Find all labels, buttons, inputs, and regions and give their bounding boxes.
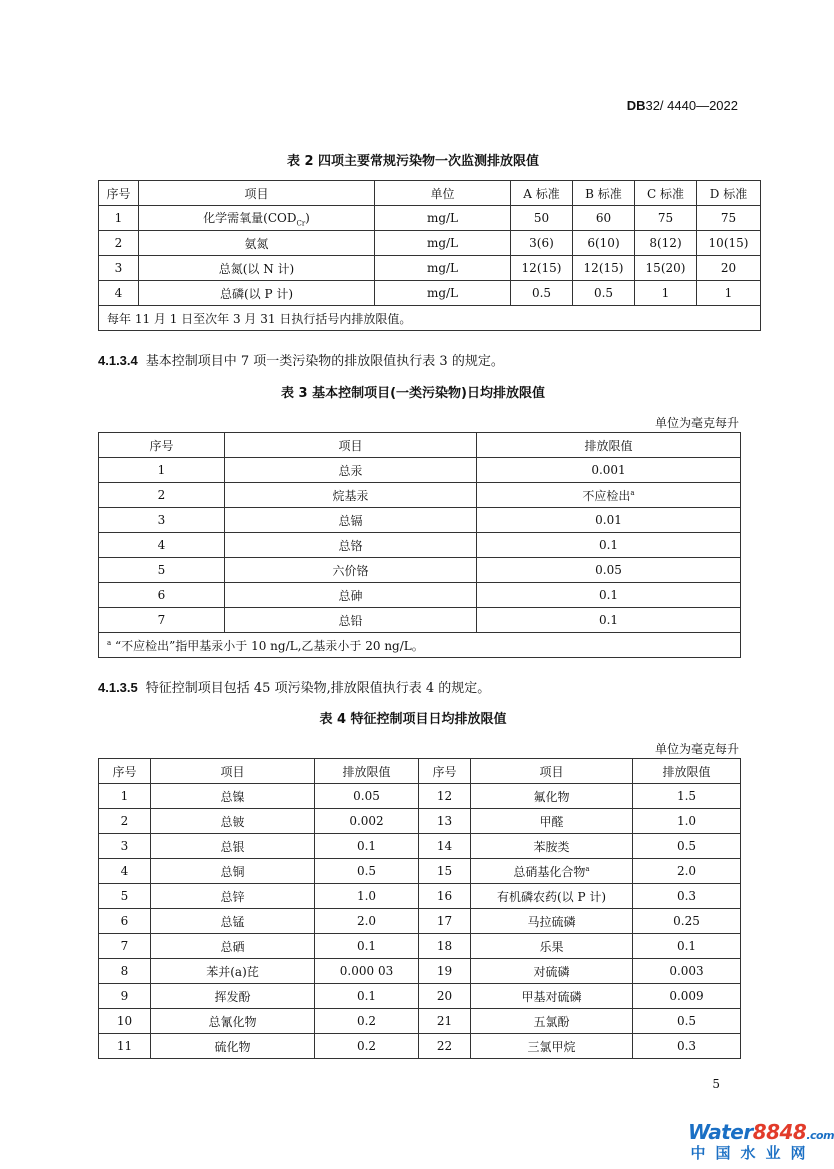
table-cell: 2.0	[633, 859, 741, 884]
table-cell: 20	[419, 984, 471, 1009]
table-cell: 8	[99, 959, 151, 984]
table-cell: 甲基对硫磷	[471, 984, 633, 1009]
table-cell: 0.1	[477, 608, 741, 633]
table-cell: 0.5	[315, 859, 419, 884]
table-cell: 0.5	[511, 281, 573, 306]
logo-subtitle: 中国水业网	[690, 1144, 816, 1162]
table-cell: 0.5	[633, 1009, 741, 1034]
table-row	[99, 959, 741, 984]
page-number: 5	[712, 1077, 720, 1091]
table-cell: 0.5	[633, 834, 741, 859]
table-cell: 马拉硫磷	[471, 909, 633, 934]
header-cell: D 标准	[697, 181, 761, 206]
table-cell: 0.2	[315, 1009, 419, 1034]
table-cell: 氨氮	[139, 231, 375, 256]
limit-value: 不应检出	[582, 488, 631, 503]
table-row	[99, 558, 741, 583]
table-cell: 8(12)	[635, 231, 697, 256]
header-cell: C 标准	[635, 181, 697, 206]
section-number: 4.1.3.5	[98, 680, 138, 695]
table-cell: 0.1	[477, 533, 741, 558]
table-cell: 总氮(以 N 计)	[139, 256, 375, 281]
table-cell: 总锰	[151, 909, 315, 934]
header-cell: 序号	[99, 759, 151, 784]
table-cell: 20	[697, 256, 761, 281]
footnote-mark: a	[630, 488, 635, 497]
table-cell: 总汞	[225, 458, 477, 483]
table-cell: 总锌	[151, 884, 315, 909]
table-cell: mg/L	[375, 281, 511, 306]
table-row	[99, 859, 741, 884]
logo-domain: .com	[806, 1129, 834, 1142]
table-note-row	[99, 306, 761, 331]
table-cell: 10	[99, 1009, 151, 1034]
table-cell: 0.05	[315, 784, 419, 809]
table2-header-row	[99, 181, 761, 206]
table-cell: 4	[99, 533, 225, 558]
table-cell: 总镍	[151, 784, 315, 809]
table-row	[99, 231, 761, 256]
header-cell: 排放限值	[477, 433, 741, 458]
table-note-row	[99, 633, 741, 658]
table-cell: 0.003	[633, 959, 741, 984]
table4-unit: 单位为毫克每升	[654, 742, 739, 756]
section-4135	[98, 677, 490, 696]
table-row	[99, 608, 741, 633]
table-cell: 五氯酚	[471, 1009, 633, 1034]
table-row	[99, 483, 741, 508]
table-cell: 3	[99, 256, 139, 281]
table-row	[99, 281, 761, 306]
table-cell: 1	[99, 784, 151, 809]
table-cell: 22	[419, 1034, 471, 1059]
table-row	[99, 256, 761, 281]
table4-header-row	[99, 759, 741, 784]
table-cell: 总铍	[151, 809, 315, 834]
table-cell: 挥发酚	[151, 984, 315, 1009]
table-cell: 0.3	[633, 1034, 741, 1059]
table-cell: 0.1	[633, 934, 741, 959]
table3	[98, 432, 741, 658]
table-cell: 总砷	[225, 583, 477, 608]
table-cell: 75	[635, 206, 697, 231]
cod-label: 化学需氧量(COD	[203, 210, 297, 225]
table-cell: 13	[419, 809, 471, 834]
table-cell: 4	[99, 859, 151, 884]
table-row	[99, 784, 741, 809]
table-cell: 12	[419, 784, 471, 809]
table-row	[99, 458, 741, 483]
header-cell: 单位	[375, 181, 511, 206]
section-text: 特征控制项目包括 45 项污染物,排放限值执行表 4 的规定。	[145, 681, 491, 696]
table-cell: 19	[419, 959, 471, 984]
header-cell: 项目	[139, 181, 375, 206]
table-row	[99, 508, 741, 533]
header-cell: 序号	[419, 759, 471, 784]
table-row	[99, 1034, 741, 1059]
table-cell: 总铅	[225, 608, 477, 633]
table2	[98, 180, 761, 331]
table-cell: 0.05	[477, 558, 741, 583]
section-text: 基本控制项目中 7 项一类污染物的排放限值执行表 3 的规定。	[145, 354, 504, 369]
table-cell: 3	[99, 508, 225, 533]
header-cell: 项目	[151, 759, 315, 784]
table-cell: 总氰化物	[151, 1009, 315, 1034]
table-row	[99, 533, 741, 558]
table-cell: 60	[573, 206, 635, 231]
table-cell: 2.0	[315, 909, 419, 934]
table-cell: 0.002	[315, 809, 419, 834]
table-row	[99, 834, 741, 859]
table-row	[99, 909, 741, 934]
table-cell: 六价铬	[225, 558, 477, 583]
table-cell: 1.0	[315, 884, 419, 909]
table-cell: 2	[99, 483, 225, 508]
header-cell: 项目	[225, 433, 477, 458]
table-cell: 硫化物	[151, 1034, 315, 1059]
table-cell: 总银	[151, 834, 315, 859]
table-cell: 1.5	[633, 784, 741, 809]
table-cell: 75	[697, 206, 761, 231]
logo-main: Water	[688, 1120, 753, 1144]
header-cell: A 标准	[511, 181, 573, 206]
table-row	[99, 809, 741, 834]
table-cell: 7	[99, 934, 151, 959]
table-cell: 7	[99, 608, 225, 633]
table-cell: 6	[99, 909, 151, 934]
table-cell: 0.1	[315, 934, 419, 959]
table-cell	[477, 483, 741, 508]
table-cell: 1.0	[633, 809, 741, 834]
table-cell: 16	[419, 884, 471, 909]
table-cell: 0.2	[315, 1034, 419, 1059]
table-cell: 5	[99, 884, 151, 909]
table-cell: mg/L	[375, 231, 511, 256]
table-cell: 12(15)	[511, 256, 573, 281]
table3-header-row	[99, 433, 741, 458]
table2-note: 每年 11 月 1 日至次年 3 月 31 日执行括号内排放限值。	[99, 306, 761, 331]
document-code: DB32/ 4440—2022	[626, 98, 738, 113]
logo-number: 8848	[752, 1120, 807, 1144]
table-cell: 0.5	[573, 281, 635, 306]
table-cell: 2	[99, 809, 151, 834]
table-cell: 0.1	[315, 834, 419, 859]
table-cell: 3(6)	[511, 231, 573, 256]
table4-caption: 表 4 特征控制项目日均排放限值	[319, 712, 507, 727]
table-cell: 0.1	[315, 984, 419, 1009]
table-cell: 1	[99, 206, 139, 231]
water8848-logo[interactable]	[688, 1120, 834, 1163]
table-cell: 氟化物	[471, 784, 633, 809]
table-cell: 总铬	[225, 533, 477, 558]
header-cell: 序号	[99, 181, 139, 206]
table2-caption: 表 2 四项主要常规污染物一次监测排放限值	[286, 154, 540, 169]
table-cell: 总铜	[151, 859, 315, 884]
table-cell: 1	[697, 281, 761, 306]
table4	[98, 758, 741, 1059]
table-cell: 50	[511, 206, 573, 231]
table-cell: 2	[99, 231, 139, 256]
table-cell: 总硒	[151, 934, 315, 959]
table-cell: 苯并(a)芘	[151, 959, 315, 984]
table-cell: 11	[99, 1034, 151, 1059]
table-cell: mg/L	[375, 256, 511, 281]
table-cell: 苯胺类	[471, 834, 633, 859]
section-4134	[98, 350, 504, 369]
table-cell: 乐果	[471, 934, 633, 959]
table-cell	[471, 859, 633, 884]
table-cell: 21	[419, 1009, 471, 1034]
table-cell: 1	[635, 281, 697, 306]
cod-close: )	[305, 210, 310, 225]
table-cell: 三氯甲烷	[471, 1034, 633, 1059]
header-cell: 排放限值	[633, 759, 741, 784]
table-row	[99, 583, 741, 608]
table-row	[99, 934, 741, 959]
table-cell: 5	[99, 558, 225, 583]
footnote-mark: a	[585, 864, 590, 873]
table-cell: 0.001	[477, 458, 741, 483]
table-row	[99, 884, 741, 909]
table-cell	[139, 206, 375, 231]
item-name: 总硝基化合物	[513, 864, 586, 879]
table-cell: 0.01	[477, 508, 741, 533]
table-cell: 甲醛	[471, 809, 633, 834]
table-cell: 15(20)	[635, 256, 697, 281]
table3-caption: 表 3 基本控制项目(一类污染物)日均排放限值	[281, 386, 545, 401]
note-text: “不应检出”指甲基汞小于 10 ng/L,乙基汞小于 20 ng/L。	[115, 638, 424, 653]
table-cell: 17	[419, 909, 471, 934]
table-cell: 9	[99, 984, 151, 1009]
table-cell: 18	[419, 934, 471, 959]
header-cell: 项目	[471, 759, 633, 784]
table-cell: 15	[419, 859, 471, 884]
table-cell: 6	[99, 583, 225, 608]
table-cell: 6(10)	[573, 231, 635, 256]
cod-subscript: Cr	[296, 219, 306, 228]
table-cell: 总镉	[225, 508, 477, 533]
table-cell: 总磷(以 P 计)	[139, 281, 375, 306]
table-cell: 3	[99, 834, 151, 859]
header-cell: B 标准	[573, 181, 635, 206]
table-cell: 10(15)	[697, 231, 761, 256]
table-row	[99, 1009, 741, 1034]
header-cell: 序号	[99, 433, 225, 458]
table-cell: mg/L	[375, 206, 511, 231]
section-number: 4.1.3.4	[98, 353, 138, 368]
table-cell: 0.000 03	[315, 959, 419, 984]
table-cell: 14	[419, 834, 471, 859]
table-cell: 1	[99, 458, 225, 483]
table-cell: 0.1	[477, 583, 741, 608]
table-cell: 烷基汞	[225, 483, 477, 508]
table-row	[99, 206, 761, 231]
footnote-mark: a	[107, 638, 112, 647]
table3-unit: 单位为毫克每升	[654, 416, 739, 430]
header-cell: 排放限值	[315, 759, 419, 784]
table-row	[99, 984, 741, 1009]
table-cell: 0.3	[633, 884, 741, 909]
table-cell: 对硫磷	[471, 959, 633, 984]
table-cell: 12(15)	[573, 256, 635, 281]
table3-note	[99, 633, 741, 658]
table-cell: 有机磷农药(以 P 计)	[471, 884, 633, 909]
table-cell: 4	[99, 281, 139, 306]
table-cell: 0.25	[633, 909, 741, 934]
table-cell: 0.009	[633, 984, 741, 1009]
